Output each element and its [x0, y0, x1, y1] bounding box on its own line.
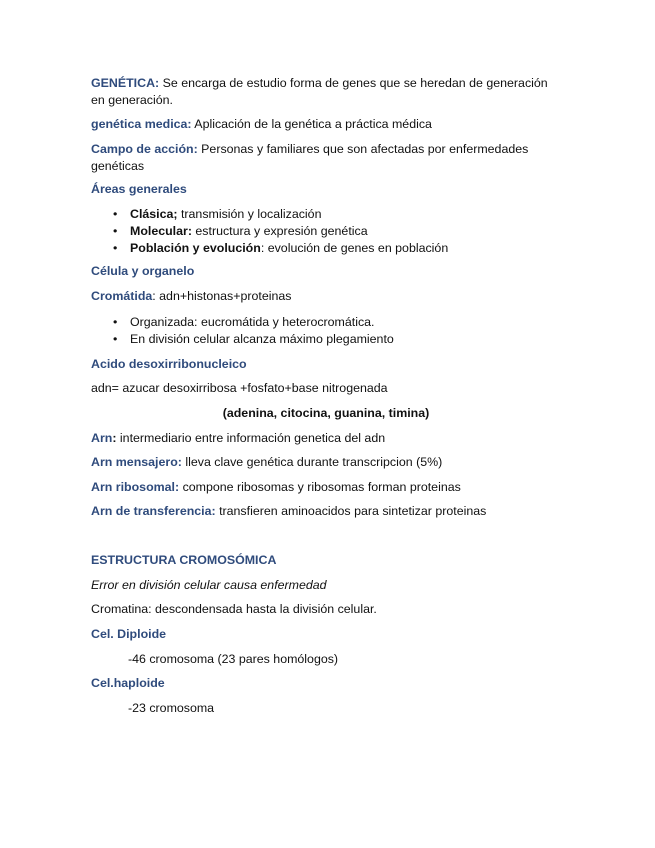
bullet-icon: • [113, 224, 118, 238]
diploide-heading: Cel. Diploide [91, 627, 167, 641]
cromatina-line: Cromatina: descondensada hasta la división celular. [91, 602, 377, 616]
cromatida-text: : adn+histonas+proteinas [152, 289, 292, 303]
arn-colon: : [112, 431, 117, 445]
celula-heading: Célula y organelo [91, 264, 195, 278]
genetica-medica-term: genética medica: [91, 117, 192, 131]
cromatida-item-text: Organizada: eucromátida y heterocromática. [130, 315, 375, 329]
adn-line: adn= azucar desoxirribosa +fosfato+base nitrogenada [91, 381, 388, 395]
arn-mensajero-term: Arn mensajero: [91, 455, 182, 469]
cromatida-item [113, 331, 394, 348]
arn-transferencia-text: transfieren aminoacidos para sintetizar proteinas [215, 504, 487, 518]
arn-mensajero-definition [91, 454, 561, 471]
campo-term: Campo de acción: [91, 142, 198, 156]
estructura-heading: ESTRUCTURA CROMOSÓMICA [91, 553, 277, 567]
cromatida-definition [91, 288, 561, 305]
cromatida-item-text: En división celular alcanza máximo plegamiento [130, 332, 394, 346]
areas-item [113, 223, 368, 240]
bullet-icon: • [113, 315, 118, 329]
areas-item-term: Molecular: [130, 224, 192, 238]
areas-item [113, 206, 321, 223]
areas-item-term: Población y evolución [130, 241, 261, 255]
diploide-detail: -46 cromosoma (23 pares homólogos) [128, 652, 339, 666]
arn-ribosomal-term: Arn ribosomal: [91, 480, 180, 494]
genetica-medica-definition [91, 116, 561, 133]
arn-ribosomal-definition [91, 479, 561, 496]
adn-heading: Acido desoxirribonucleico [91, 357, 247, 371]
arn-ribosomal-text: compone ribosomas y ribosomas forman proteinas [179, 480, 461, 494]
adn-bases: (adenina, citocina, guanina, timina) [222, 406, 430, 420]
bullet-icon: • [113, 207, 118, 221]
arn-term: Arn [91, 431, 113, 445]
estructura-italic: Error en división celular causa enfermedad [91, 578, 327, 592]
bullet-icon: • [113, 332, 118, 346]
areas-item-text: : evolución de genes en población [260, 241, 449, 255]
arn-transferencia-definition [91, 503, 561, 520]
areas-item [113, 240, 448, 257]
cromatida-term: Cromátida [91, 289, 153, 303]
campo-text: Personas y familiares que son afectadas por enfermedades genéticas [91, 142, 529, 173]
haploide-heading: Cel.haploide [91, 676, 165, 690]
areas-heading: Áreas generales [91, 182, 187, 196]
genetica-text: Se encarga de estudio forma de genes que se heredan de generación en generación. [91, 76, 548, 107]
areas-item-text: transmisión y localización [177, 207, 322, 221]
genetica-term: GENÉTICA: [91, 76, 160, 90]
areas-item-text: estructura y expresión genética [191, 224, 368, 238]
genetica-medica-text: Aplicación de la genética a práctica médica [191, 117, 432, 131]
cromatida-item [113, 314, 375, 331]
campo-definition [91, 141, 561, 175]
arn-mensajero-text: lleva clave genética durante transcripcion (5%) [181, 455, 443, 469]
arn-definition [91, 430, 561, 447]
arn-transferencia-term: Arn de transferencia: [91, 504, 216, 518]
bullet-icon: • [113, 241, 118, 255]
genetica-definition [91, 75, 561, 109]
haploide-detail: -23 cromosoma [128, 701, 215, 715]
arn-text: intermediario entre información genetica del adn [116, 431, 386, 445]
areas-item-term: Clásica; [130, 207, 178, 221]
